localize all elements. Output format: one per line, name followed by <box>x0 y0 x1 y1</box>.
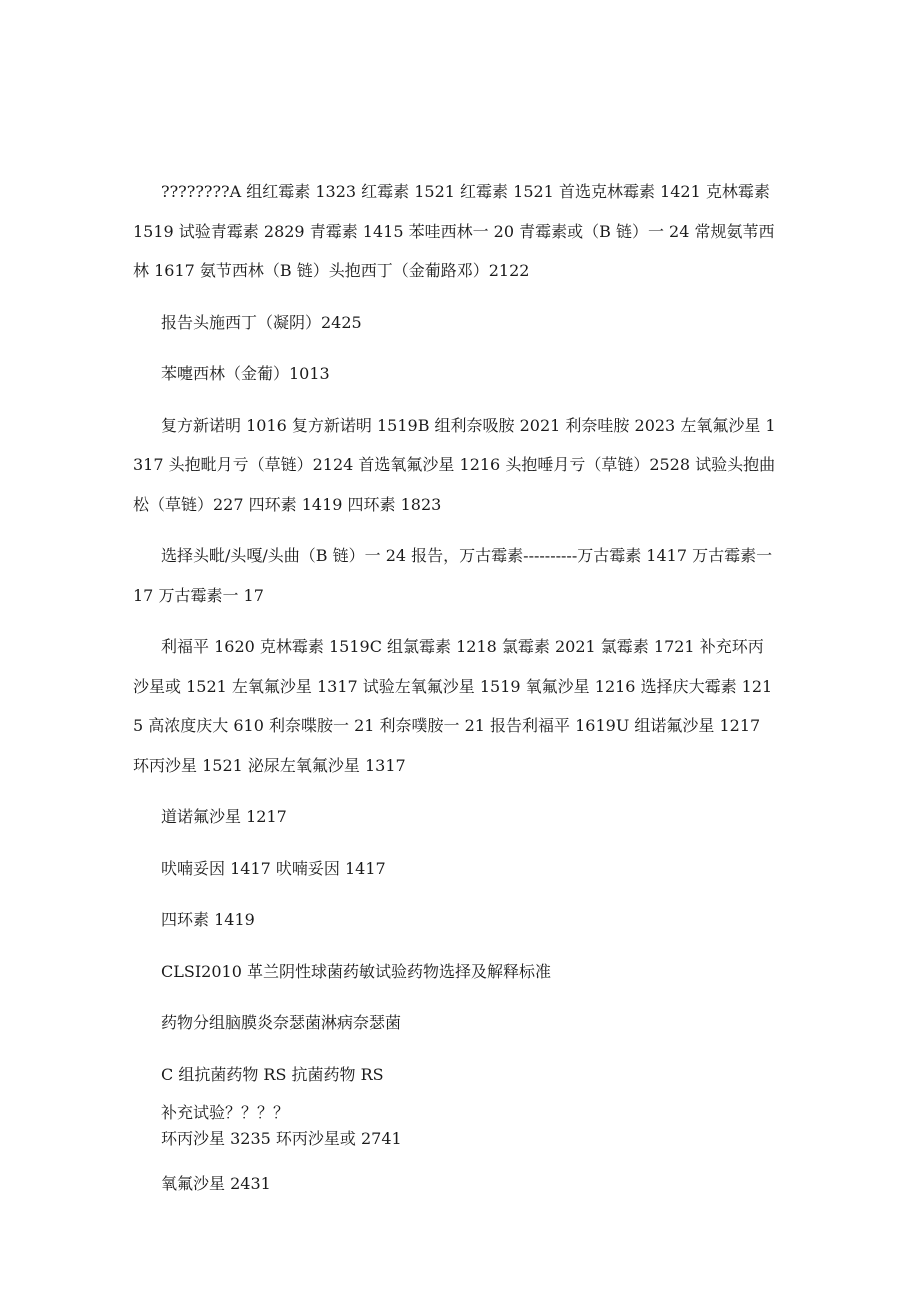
paragraph-drug-grouping: 药物分组脑膜炎奈瑟菌淋病奈瑟菌 <box>161 1013 402 1032</box>
document-body <box>133 172 778 1216</box>
supplement-test-heading: 补充试验？？？？ <box>161 1103 290 1122</box>
supplement-test-block <box>133 1094 778 1152</box>
paragraph-group-a: ????????A 组红霉素 1323 红霉素 1521 红霉素 1521 首选克林霉素 1421 克林霉素 1519 试验青霉素 2829 青霉素 1415 苯哇西林一 20 青霉素或（B 链）一 24 常规氨苇西林 1617 氨节西林（B 链）头抱西丁（金葡路邓）2122 <box>133 182 775 280</box>
ciprofloxacin-line: 环丙沙星 3235 环丙沙星或 2741 <box>161 1129 402 1148</box>
paragraph-cefoxitin-report: 报告头施西丁（凝阴）2425 <box>161 312 362 332</box>
paragraph-ofloxacin: 氧氟沙星 2431 <box>161 1174 271 1193</box>
paragraph-vancomycin: 选择头毗/头嘎/头曲（B 链）一 24 报告，万古霉素----------万古霉素 1417 万古霉素一 17 万古霉素一 17 <box>133 546 773 605</box>
paragraph-oxacillin: 苯嚏西林（金葡）1013 <box>161 364 330 383</box>
paragraph-group-c-header: C 组抗菌药物 RS 抗菌药物 RS <box>161 1064 384 1084</box>
paragraph-nitrofurantoin: 吠喃妥因 1417 吠喃妥因 1417 <box>161 858 386 878</box>
paragraph-clsi-title: CLSI2010 革兰阴性球菌药敏试验药物选择及解释标准 <box>161 961 551 981</box>
paragraph-group-c-u: 利福平 1620 克林霉素 1519C 组氯霉素 1218 氯霉素 2021 氯霉素 1721 补充环丙沙星或 1521 左氧氟沙星 1317 试验左氧氟沙星 1519 氧氟沙星 1216 选择庆大霉素 1215 高浓度庆大 610 利奈喋胺一 21 利奈噗胺一 21 报告利福平 1619U 组诺氟沙星 1217 环丙沙星 1521 泌尿左氧氟沙星 1317 <box>133 637 773 775</box>
paragraph-group-b: 复方新诺明 1016 复方新诺明 1519B 组利奈吸胺 2021 利奈哇胺 2023 左氧氟沙星 1317 头抱毗月亏（草链）2124 首选氧氟沙星 1216 头抱唾月亏（草链）2528 试验头抱曲松（草链）227 四环素 1419 四环素 1823 <box>133 415 776 514</box>
paragraph-tetracycline: 四环素 1419 <box>161 910 255 929</box>
paragraph-norfloxacin: 道诺氟沙星 1217 <box>161 807 287 826</box>
